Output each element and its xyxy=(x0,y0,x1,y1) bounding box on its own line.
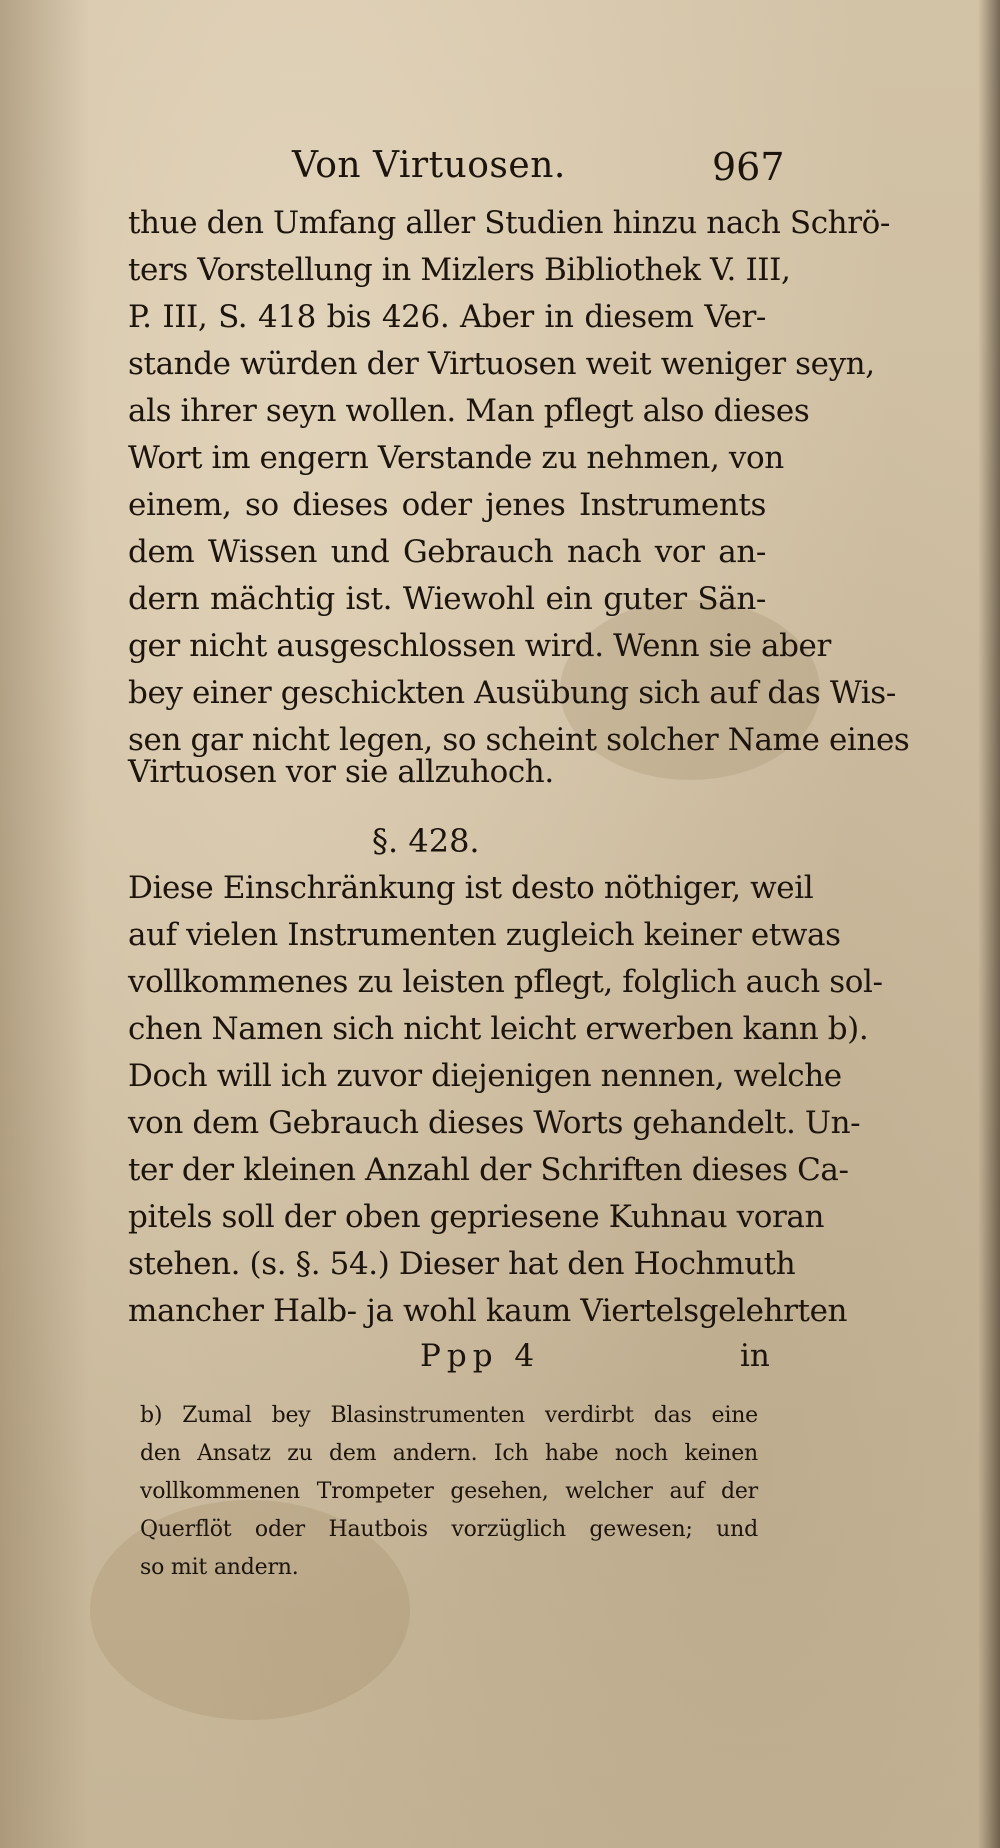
footnote-line: vollkommenen Trompeter gesehen, welcher auf der xyxy=(140,1479,758,1504)
text-line: ters Vorstellung in Mizlers Bibliothek V. III, xyxy=(128,252,791,288)
text-line: von dem Gebrauch dieses Worts gehandelt. Un- xyxy=(128,1105,861,1141)
text-line: Wort im engern Verstande zu nehmen, von xyxy=(128,440,784,476)
text-line: einem, so dieses oder jenes Instruments xyxy=(128,487,766,523)
text-line: Doch will ich zuvor diejenigen nennen, welche xyxy=(128,1058,842,1094)
text-line: auf vielen Instrumenten zugleich keiner etwas xyxy=(128,917,841,953)
text-line: stande würden der Virtuosen weit weniger seyn, xyxy=(128,346,875,382)
text-line: stehen. (s. §. 54.) Dieser hat den Hochmuth xyxy=(128,1246,796,1282)
text-line: Virtuosen vor sie allzuhoch. xyxy=(128,754,554,790)
text-line: thue den Umfang aller Studien hinzu nach Schrö- xyxy=(128,205,890,241)
footnote-line: b) Zumal bey Blasinstrumenten verdirbt das eine xyxy=(140,1403,758,1428)
text-line: Diese Einschränkung ist desto nöthiger, weil xyxy=(128,870,814,906)
text-line: chen Namen sich nicht leicht erwerben kann b). xyxy=(128,1011,869,1047)
text-line: bey einer geschickten Ausübung sich auf das Wis- xyxy=(128,675,896,711)
page-edge-shadow xyxy=(978,0,1000,1848)
text-line: P. III, S. 418 bis 426. Aber in diesem Ver- xyxy=(128,299,766,335)
text-line: pitels soll der oben gepriesene Kuhnau voran xyxy=(128,1199,825,1235)
text-line: dern mächtig ist. Wiewohl ein guter Sän- xyxy=(128,581,766,617)
section-heading: §. 428. xyxy=(372,822,480,860)
signature-mark: Ppp 4 xyxy=(420,1338,541,1374)
page-number: 967 xyxy=(712,145,785,189)
footnote-line: Querflöt oder Hautbois vorzüglich gewesen; und xyxy=(140,1517,758,1542)
catchword: in xyxy=(740,1338,770,1374)
text-line: als ihrer seyn wollen. Man pflegt also dieses xyxy=(128,393,810,429)
text-line: ter der kleinen Anzahl der Schriften dieses Ca- xyxy=(128,1152,849,1188)
text-line: dem Wissen und Gebrauch nach vor an- xyxy=(128,534,766,570)
running-title: Von Virtuosen. xyxy=(292,145,566,186)
text-line: mancher Halb- ja wohl kaum Viertelsgelehrten xyxy=(128,1293,848,1329)
footnote-line: so mit andern. xyxy=(140,1555,299,1580)
footnote-line: den Ansatz zu dem andern. Ich habe noch keinen xyxy=(140,1441,758,1466)
text-line: sen gar nicht legen, so scheint solcher Name eines xyxy=(128,722,910,758)
text-line: ger nicht ausgeschlossen wird. Wenn sie aber xyxy=(128,628,831,664)
text-line: vollkommenes zu leisten pflegt, folglich auch sol- xyxy=(128,964,883,1000)
page-gutter-shadow xyxy=(0,0,90,1848)
